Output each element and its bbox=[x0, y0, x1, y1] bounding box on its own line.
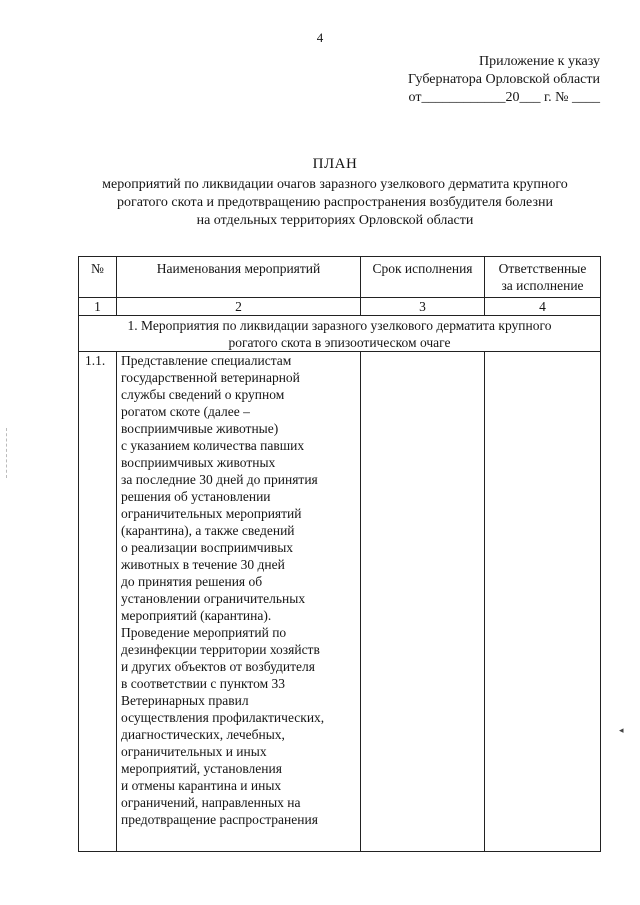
subtitle-line-3: на отдельных территориях Орловской области bbox=[196, 213, 474, 228]
item-line: (карантина), а также сведений bbox=[121, 523, 295, 538]
item-line: Ветеринарных правил bbox=[121, 693, 249, 708]
appendix-line-3: от____________20___ г. № ____ bbox=[408, 90, 600, 105]
item-line: мероприятий (карантина). bbox=[121, 608, 272, 623]
column-number: 3 bbox=[361, 298, 485, 316]
item-line: Представление специалистам bbox=[121, 353, 292, 368]
item-line: восприимчивые животные) bbox=[121, 421, 279, 436]
column-number: 2 bbox=[117, 298, 361, 316]
page-number: 4 bbox=[316, 30, 324, 45]
item-line: Проведение мероприятий по bbox=[121, 625, 287, 640]
item-line: осуществления профилактических, bbox=[121, 710, 325, 725]
item-responsible bbox=[485, 352, 601, 852]
column-number: 1 bbox=[79, 298, 117, 316]
item-line: за последние 30 дней до принятия bbox=[121, 472, 318, 487]
item-line: ограничительных мероприятий bbox=[121, 506, 302, 521]
plan-table bbox=[78, 256, 601, 852]
item-line: ограничительных и иных bbox=[121, 744, 267, 759]
scan-speck: ◂ bbox=[619, 725, 624, 735]
item-line: диагностических, лечебных, bbox=[121, 727, 285, 742]
item-line: установлении ограничительных bbox=[121, 591, 306, 606]
header-deadline: Срок исполнения bbox=[361, 257, 485, 298]
appendix-line-1: Приложение к указу bbox=[479, 54, 600, 69]
item-line: мероприятий, установления bbox=[121, 761, 282, 776]
column-number: 4 bbox=[485, 298, 601, 316]
item-line: службы сведений о крупном bbox=[121, 387, 285, 402]
table-row bbox=[79, 352, 601, 852]
item-line: рогатом скоте (далее – bbox=[121, 404, 250, 419]
header-number: № bbox=[79, 257, 117, 298]
item-line: и других объектов от возбудителя bbox=[121, 659, 315, 674]
header-responsible-line-2: за исполнение bbox=[501, 278, 584, 293]
section-row bbox=[79, 316, 601, 352]
item-line: в соответствии с пунктом 33 bbox=[121, 676, 285, 691]
item-line: с указанием количества павших bbox=[121, 438, 305, 453]
item-deadline bbox=[361, 352, 485, 852]
document-title: ПЛАН bbox=[312, 156, 358, 172]
item-line: о реализации восприимчивых bbox=[121, 540, 294, 555]
item-line: животных в течение 30 дней bbox=[121, 557, 285, 572]
scan-margin-mark bbox=[6, 428, 8, 478]
section-heading-line-2: рогатого скота в эпизоотическом очаге bbox=[228, 335, 451, 350]
item-line: предотвращение распространения bbox=[121, 812, 318, 827]
header-responsible bbox=[485, 257, 601, 298]
section-heading bbox=[79, 316, 601, 352]
document-subtitle bbox=[60, 176, 610, 230]
table-header-row bbox=[79, 257, 601, 298]
item-line: государственной ветеринарной bbox=[121, 370, 300, 385]
item-line: дезинфекции территории хозяйств bbox=[121, 642, 320, 657]
item-line: решения об установлении bbox=[121, 489, 271, 504]
item-line: восприимчивых животных bbox=[121, 455, 276, 470]
appendix-block bbox=[408, 53, 600, 107]
subtitle-line-1: мероприятий по ликвидации очагов заразного узелкового дерматита крупного bbox=[102, 177, 568, 192]
appendix-line-2: Губернатора Орловской области bbox=[407, 72, 600, 87]
header-activity-name: Наименования мероприятий bbox=[117, 257, 361, 298]
header-responsible-line-1: Ответственные bbox=[498, 261, 587, 276]
item-number: 1.1. bbox=[79, 352, 117, 852]
item-line: и отмены карантина и иных bbox=[121, 778, 282, 793]
item-line: до принятия решения об bbox=[121, 574, 263, 589]
column-number-row bbox=[79, 298, 601, 316]
section-heading-line-1: 1. Мероприятия по ликвидации заразного узелкового дерматита крупного bbox=[127, 318, 552, 333]
item-line: ограничений, направленных на bbox=[121, 795, 301, 810]
item-description bbox=[117, 352, 361, 852]
subtitle-line-2: рогатого скота и предотвращению распространения возбудителя болезни bbox=[117, 195, 553, 210]
